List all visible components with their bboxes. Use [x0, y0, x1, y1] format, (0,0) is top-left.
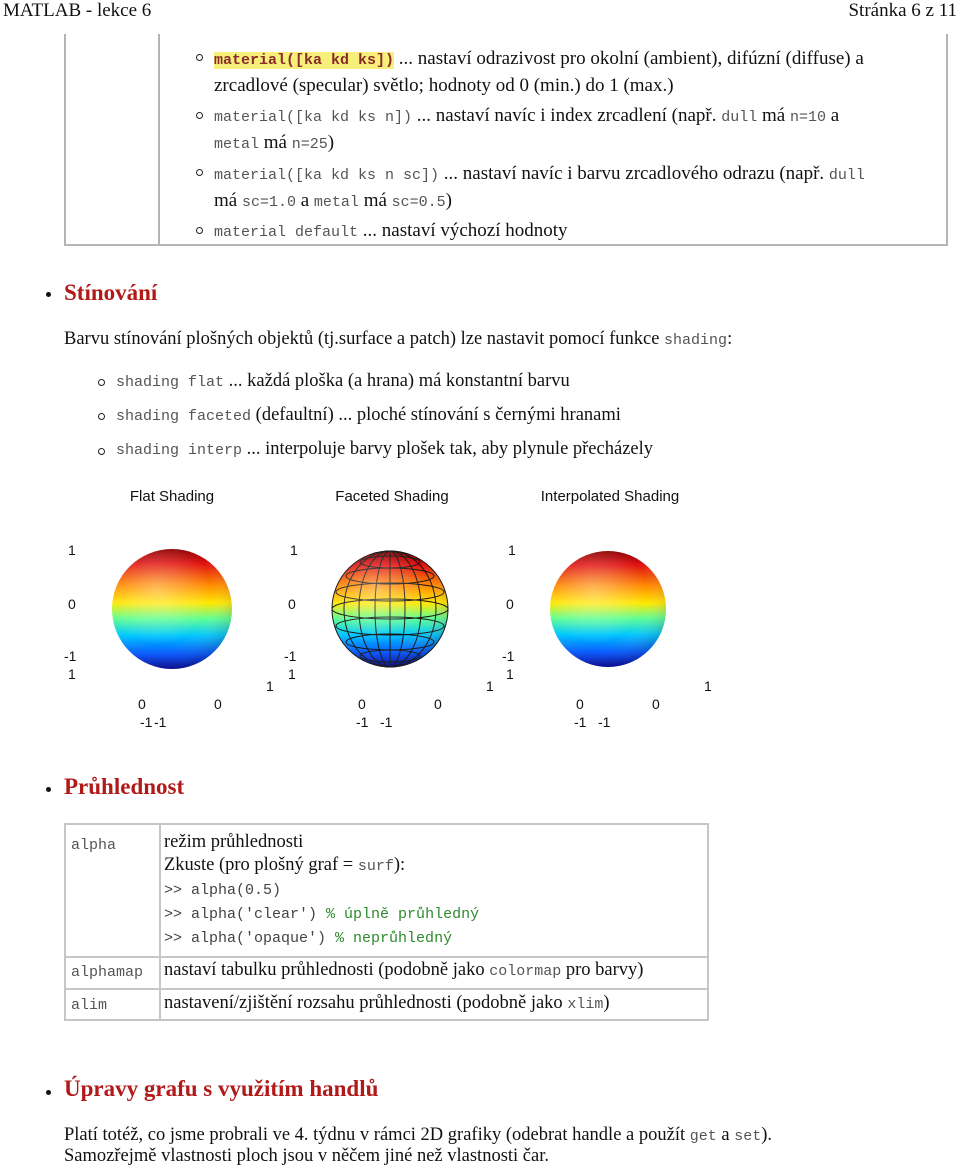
table-divider [66, 956, 707, 958]
code-line: >> alpha('opaque') % neprůhledný [164, 930, 453, 947]
row-key: alphamap [71, 964, 144, 981]
bullet-icon [98, 379, 105, 386]
section-title-shading: Stínování [64, 280, 158, 305]
x-tick: 0 [576, 696, 584, 712]
flat-sphere-plot [62, 484, 282, 734]
row-key: alpha [71, 837, 117, 854]
z-tick: -1 [502, 648, 515, 664]
shading-item-interp: shading interp ... interpoluje barvy plošek tak, aby plynule přecházely [116, 439, 654, 459]
material-item-3: material([ka kd ks n sc]) ... nastaví navíc i barvu zrcadlového odrazu (např. dull má sc=1.0 a metal má sc=0.5) [214, 163, 865, 211]
bullet-icon [98, 413, 105, 420]
shading-item-faceted: shading faceted (defaultní) ... ploché stínování s černými hranami [116, 405, 621, 425]
section-bullet-icon [46, 1090, 51, 1095]
y-tick: 1 [486, 678, 494, 694]
bullet-icon [196, 227, 203, 234]
material-item-1: material([ka kd ks]) ... nastaví odrazivost pro okolní (ambient), difúzní (diffuse) a zrcadlové (specular) světlo; hodnoty od 0 (min.) do 1 (max.) [214, 48, 864, 96]
row-key: alim [71, 997, 108, 1014]
handles-paragraph: Platí totéž, co jsme probrali ve 4. týdnu v rámci 2D grafiky (odebrat handle a použít get a set). Samozřejmě vlastnosti ploch jsou v něčem jiné než vlastnosti čar. [64, 1125, 773, 1166]
x-tick: -1 [154, 714, 167, 730]
x-tick: 1 [506, 666, 514, 682]
material-item-4: material default ... nastaví výchozí hodnoty [214, 220, 568, 241]
bullet-icon [196, 112, 203, 119]
x-tick: 0 [358, 696, 366, 712]
code-line: >> alpha('clear') % úplně průhledný [164, 906, 480, 923]
x-tick: 0 [138, 696, 146, 712]
z-tick: -1 [64, 648, 77, 664]
x-tick: 1 [68, 666, 76, 682]
row-text: nastavení/zjištění rozsahu průhlednosti (podobně jako xlim) [164, 993, 610, 1013]
page-header [0, 0, 960, 24]
section-bullet-icon [46, 787, 51, 792]
y-tick: -1 [574, 714, 587, 730]
sphere [112, 549, 232, 669]
section-title-transparency: Průhlednost [64, 774, 185, 799]
code-line: >> alpha(0.5) [164, 882, 282, 899]
shading-item-flat: shading flat ... každá ploška (a hrana) má konstantní barvu [116, 371, 570, 391]
figure-title: Interpolated Shading [540, 488, 680, 505]
y-tick: 1 [266, 678, 274, 694]
bullet-icon [98, 448, 105, 455]
row-text: Zkuste (pro plošný graf = surf): [164, 855, 406, 875]
x-tick: 1 [288, 666, 296, 682]
figure-faceted-shading [282, 484, 502, 734]
sphere [550, 551, 666, 667]
figure-flat-shading [62, 484, 282, 734]
y-tick: 0 [652, 696, 660, 712]
figure-title: Flat Shading [129, 488, 215, 505]
section-bullet-icon [46, 292, 51, 297]
y-tick: -1 [140, 714, 153, 730]
y-tick: 0 [434, 696, 442, 712]
z-tick: 0 [68, 596, 76, 612]
faceted-sphere-plot [282, 484, 502, 734]
y-tick: 1 [704, 678, 712, 694]
figure-title: Faceted Shading [335, 488, 449, 505]
y-tick: 0 [214, 696, 222, 712]
doc-title: MATLAB - lekce 6 [3, 0, 152, 21]
page-number: Stránka 6 z 11 [848, 0, 957, 21]
material-item-2: material([ka kd ks n]) ... nastaví navíc i index zrcadlení (např. dull má n=10 a metal má n=25) [214, 105, 840, 153]
row-text: režim průhlednosti [164, 832, 304, 852]
sphere [332, 551, 448, 667]
z-tick: 1 [68, 542, 76, 558]
table-divider [158, 34, 160, 244]
figure-interpolated-shading [500, 484, 720, 734]
z-tick: 1 [508, 542, 516, 558]
section-title-handles: Úpravy grafu s využitím handlů [64, 1076, 379, 1101]
x-tick: -1 [598, 714, 611, 730]
z-tick: 0 [506, 596, 514, 612]
transparency-table [64, 823, 709, 1021]
z-tick: 0 [288, 596, 296, 612]
bullet-icon [196, 169, 203, 176]
bullet-icon [196, 54, 203, 61]
z-tick: -1 [284, 648, 297, 664]
interp-sphere-plot [500, 484, 720, 734]
row-text: nastaví tabulku průhlednosti (podobně jako colormap pro barvy) [164, 960, 644, 980]
shading-intro: Barvu stínování plošných objektů (tj.surface a patch) lze nastavit pomocí funkce shading: [64, 329, 733, 349]
x-tick: -1 [380, 714, 393, 730]
table-divider [66, 988, 707, 990]
y-tick: -1 [356, 714, 369, 730]
z-tick: 1 [290, 542, 298, 558]
